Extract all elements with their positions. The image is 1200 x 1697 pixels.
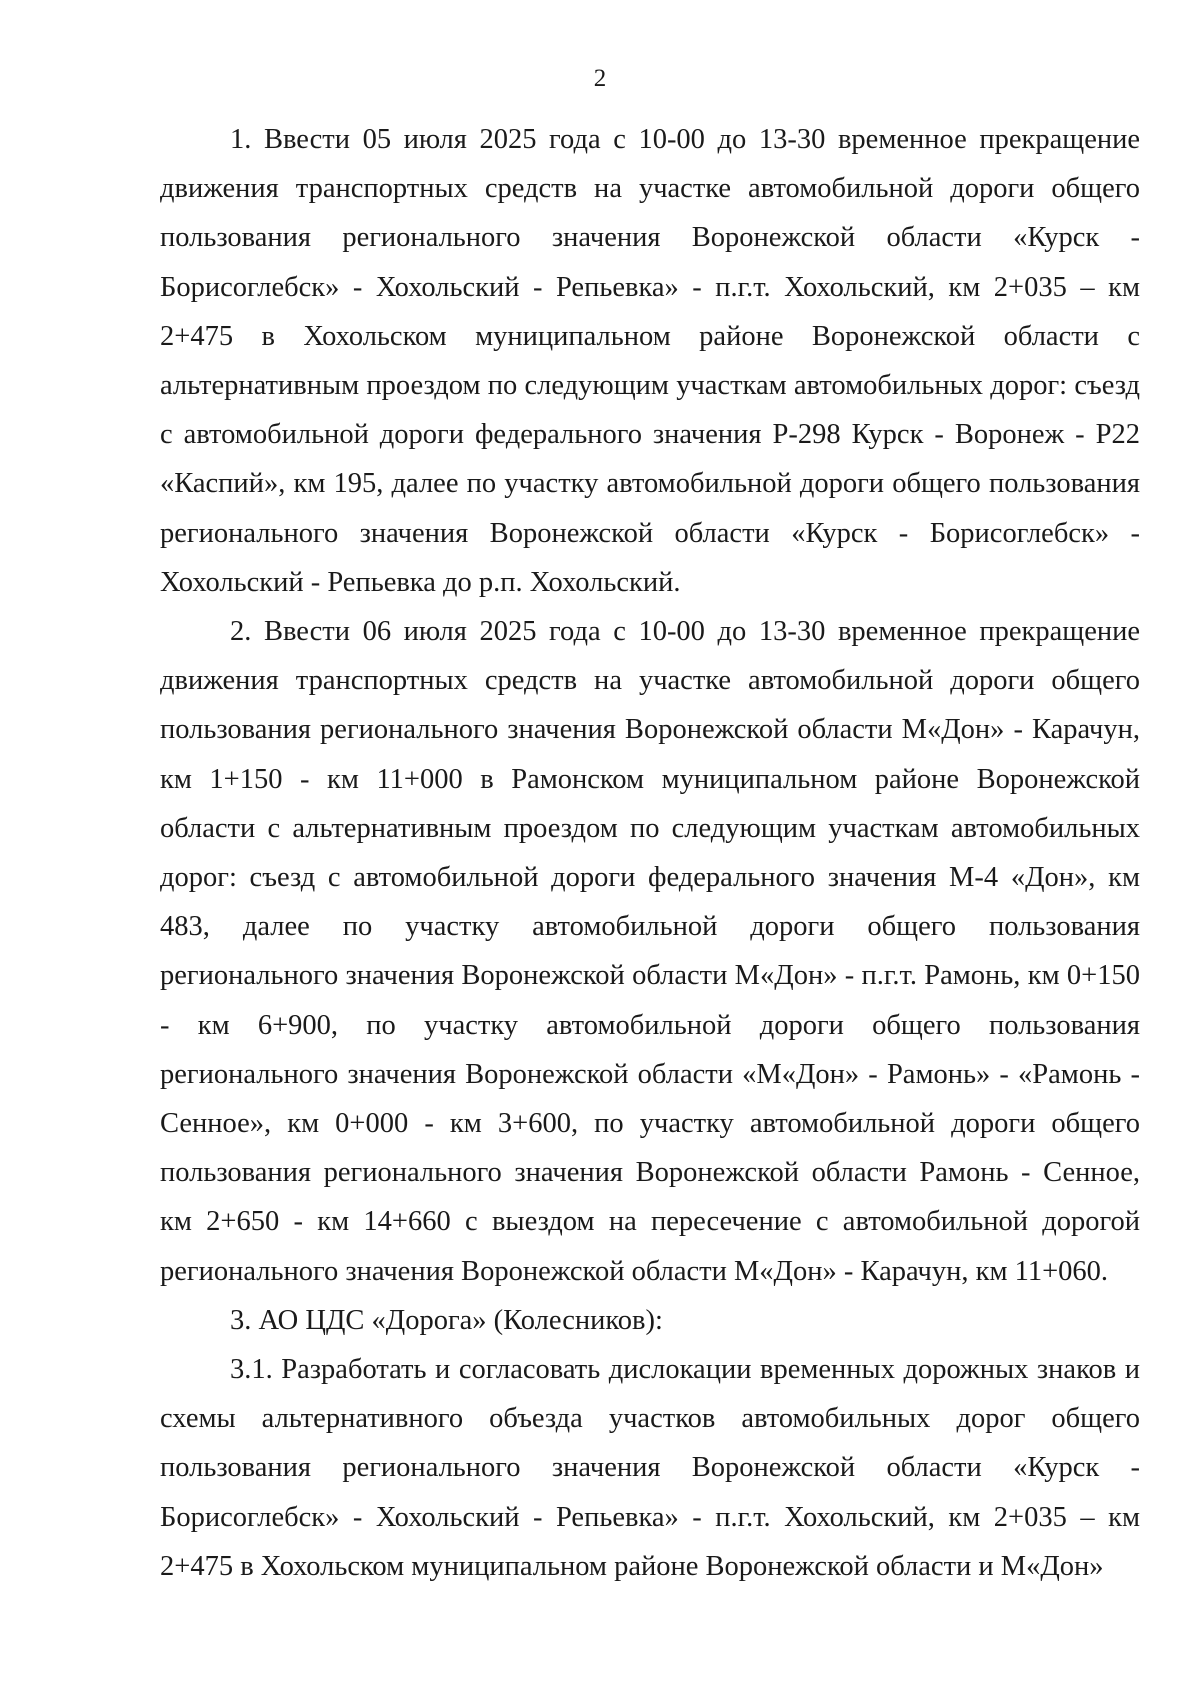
paragraph-item-2: 2. Ввести 06 июля 2025 года с 10-00 до 13-30 временное прекращение движения транспортных средств на участке автомобильной дороги общего пользования регионального значения Воронежской области М«Дон» - Карачун, км 1+150 - км 11+000 в Рамонском муниципальном районе Воронежской области с альтернативным проездом по следующим участкам автомобильных дорог: съезд с автомобильной дороги федерального значения М-4 «Дон», км 483, далее по участку автомобильной дороги общего пользования регионального значения Воронежской области М«Дон» - п.г.т. Рамонь, км 0+150 - км 6+900, по участку автомобильной дороги общего пользования регионального значения Воронежской области «М«Дон» - Рамонь» - «Рамонь - Сенное», км 0+000 - км 3+600, по участку автомобильной дороги общего пользования регионального значения Воронежской области Рамонь - Сенное, км 2+650 - км 14+660 с выездом на пересечение с автомобильной дорогой регионального значения Воронежской области М«Дон» - Карачун, км 11+060. (160, 616, 1140, 1287)
paragraph-item-1: 1. Ввести 05 июля 2025 года с 10-00 до 13-30 временное прекращение движения транспортных средств на участке автомобильной дороги общего пользования регионального значения Воронежской области «Курск - Борисоглебск» - Хохольский - Репьевка» - п.г.т. Хохольский, км 2+035 – км 2+475 в Хохольском муниципальном районе Воронежской области с альтернативным проездом по следующим участкам автомобильных дорог: съезд с автомобильной дороги федерального значения Р-298 Курск - Воронеж - Р22 «Каспий», км 195, далее по участку автомобильной дороги общего пользования регионального значения Воронежской области «Курск - Борисоглебск» - Хохольский - Репьевка до р.п. Хохольский. (160, 124, 1140, 598)
paragraph-item-3-1: 3.1. Разработать и согласовать дислокации временных дорожных знаков и схемы альтернативного объезда участков автомобильных дорог общего пользования регионального значения Воронежской области «Курск - Борисоглебск» - Хохольский - Репьевка» - п.г.т. Хохольский, км 2+035 – км 2+475 в Хохольском муниципальном районе Воронежской области и М«Дон» (160, 1354, 1140, 1582)
page-number: 2 (593, 65, 607, 92)
document-body (160, 115, 1140, 1591)
paragraph-item-3: 3. АО ЦДС «Дорога» (Колесников): (230, 1304, 663, 1336)
